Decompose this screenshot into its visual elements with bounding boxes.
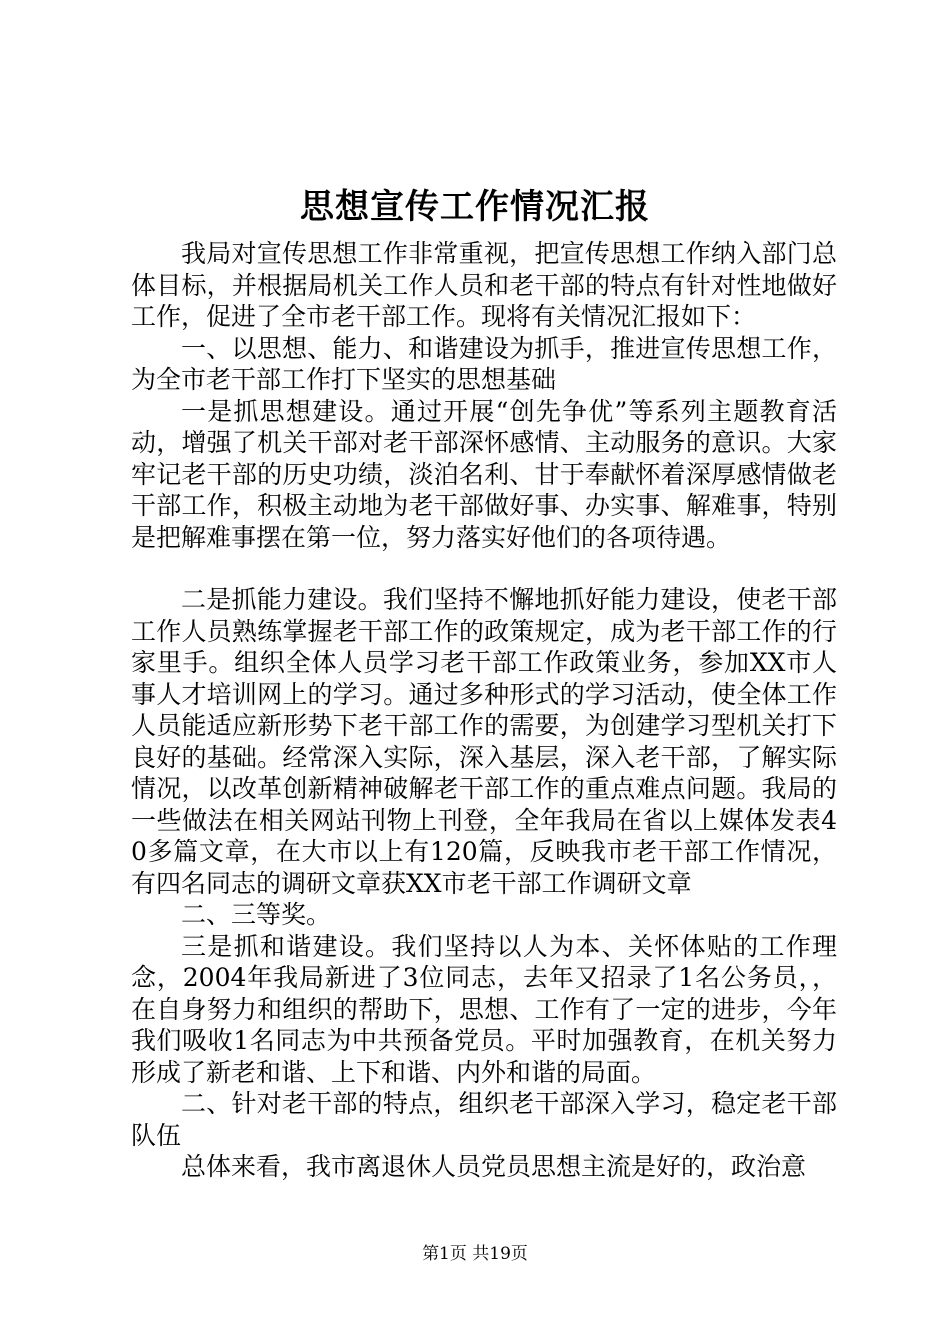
paragraph-ability-building: 二是抓能力建设。我们坚持不懈地抓好能力建设，使老干部工作人员熟练掌握老干部工作的政策规定，成为老干部工作的行家里手。组织全体人员学习老干部工作政策业务，参加XX市人事人才培训网上的学习。通过多种形式的学习活动，使全体工作人员能适应新形势下老干部工作的需要，为创建学习型机关打下良好的基础。经常深入实际，深入基层，深入老干部，了解实际情况，以改革创新精神破解老干部工作的重点难点问题。我局的一些做法在相关网站刊物上刊登，全年我局在省以上媒体发表40多篇文章，在大市以上有120篇，反映我市老干部工作情况，有四名同志的调研文章获XX市老干部工作调研文章 [131, 585, 837, 898]
paragraph-harmony-building: 三是抓和谐建设。我们坚持以人为本、关怀体贴的工作理念，2004年我局新进了3位同志，去年又招录了1名公务员，，在自身努力和组织的帮助下，思想、工作有了一定的进步，今年我们吸收1名同志为中共预备党员。平时加强教育，在机关努力形成了新老和谐、上下和谐、内外和谐的局面。 [131, 931, 837, 1087]
section-heading-2: 二、针对老干部的特点，组织老干部深入学习，稳定老干部队伍 [131, 1089, 837, 1150]
document-body [131, 238, 837, 1183]
paragraph-thought-building: 一是抓思想建设。通过开展“创先争优”等系列主题教育活动，增强了机关干部对老干部深怀感情、主动服务的意识。大家牢记老干部的历史功绩，淡泊名利、甘于奉献怀着深厚感情做老干部工作，积极主动地为老干部做好事、办实事、解难事，特别是把解难事摆在第一位，努力落实好他们的各项待遇。 [131, 396, 837, 552]
paragraph-overview: 总体来看，我市离退休人员党员思想主流是好的，政治意 [181, 1152, 807, 1181]
section-heading-1: 一、以思想、能力、和谐建设为抓手，推进宣传思想工作，为全市老干部工作打下坚实的思想基础 [131, 333, 837, 394]
page-footer: 第1页 共19页 [422, 1244, 528, 1264]
document-title: 思想宣传工作情况汇报 [300, 187, 650, 227]
paragraph-intro: 我局对宣传思想工作非常重视，把宣传思想工作纳入部门总体目标，并根据局机关工作人员和老干部的特点有针对性地做好工作，促进了全市老干部工作。现将有关情况汇报如下： [131, 239, 837, 331]
paragraph-award-continuation: 二、三等奖。 [181, 900, 332, 929]
